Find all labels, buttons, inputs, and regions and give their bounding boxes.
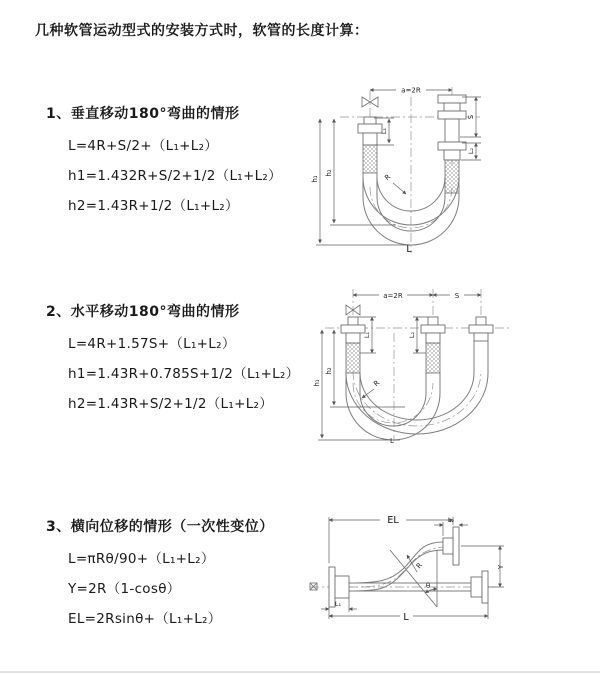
section-3-heading: 3、横向位移的情形（一次性变位） [46,519,274,535]
hose-fittings [358,95,466,193]
section-3 [46,516,274,634]
dim-label-l: L [403,612,409,623]
dim-label-l2: L₂ [447,516,455,524]
formula-line: L=πRθ/90+（L₁+L₂） [68,551,215,567]
dim-label-span: a=2R [401,86,421,95]
formula-line: L=4R+1.57S+（L₁+L₂） [68,336,236,352]
dim-label-el: EL [387,515,399,526]
dim-label-r: R [414,561,425,571]
hose-curves [346,341,488,440]
formula-line: L=4R+S/2+（L₁+L₂） [68,138,219,154]
page-bottom-edge [0,671,600,673]
dim-label-l1: L₁ [363,331,371,339]
dim-label-r: R [372,378,382,389]
dim-label-s: S [467,114,475,120]
formula-line: h2=1.43R+S/2+1/2（L₁+L₂） [68,396,274,412]
formula-line: EL=2Rsinθ+（L₁+L₂） [68,611,222,627]
dimension-lines [321,517,504,619]
dim-label-span: a=2R [383,292,403,300]
formula-line: h1=1.43R+0.785S+1/2（L₁+L₂） [68,366,300,382]
dim-label-h2: h₂ [325,367,333,375]
dim-label-r: R [383,172,393,183]
dim-label-l1: L₁ [334,600,342,608]
diagram-lateral-displacement [300,505,600,633]
section-2-heading: 2、水平移动180°弯曲的情形 [46,304,240,320]
dim-label-h1: h₁ [313,379,321,387]
centerline-end-mark [310,583,317,590]
diagram-horizontal-180-bend [310,283,592,445]
section-2 [46,301,299,419]
formula-line: h2=1.43R+1/2（L₁+L₂） [68,198,239,214]
page-title: 几种软管运动型式的安装方式时，软管的长度计算： [35,23,369,39]
dim-label-s: S [454,292,460,300]
dim-label-l: L [390,437,394,445]
dim-label-h1: h₁ [311,175,319,183]
dim-label-theta: θ [425,582,431,590]
formula-line: h1=1.432R+S/2+1/2（L₁+L₂） [68,168,282,184]
diagram-vertical-180-bend [310,75,582,257]
section-1 [46,103,282,221]
dim-label-l1: L₁ [380,127,388,135]
formula-line: Y=2R（1-cosθ） [68,581,181,597]
dim-label-l2: L₂ [467,147,475,155]
dim-label-y: Y [497,564,505,570]
dim-label-l: L [406,244,412,255]
dim-label-h2: h₂ [325,169,333,177]
section-1-heading: 1、垂直移动180°弯曲的情形 [46,106,240,122]
dim-label-l2: L₂ [408,331,416,339]
